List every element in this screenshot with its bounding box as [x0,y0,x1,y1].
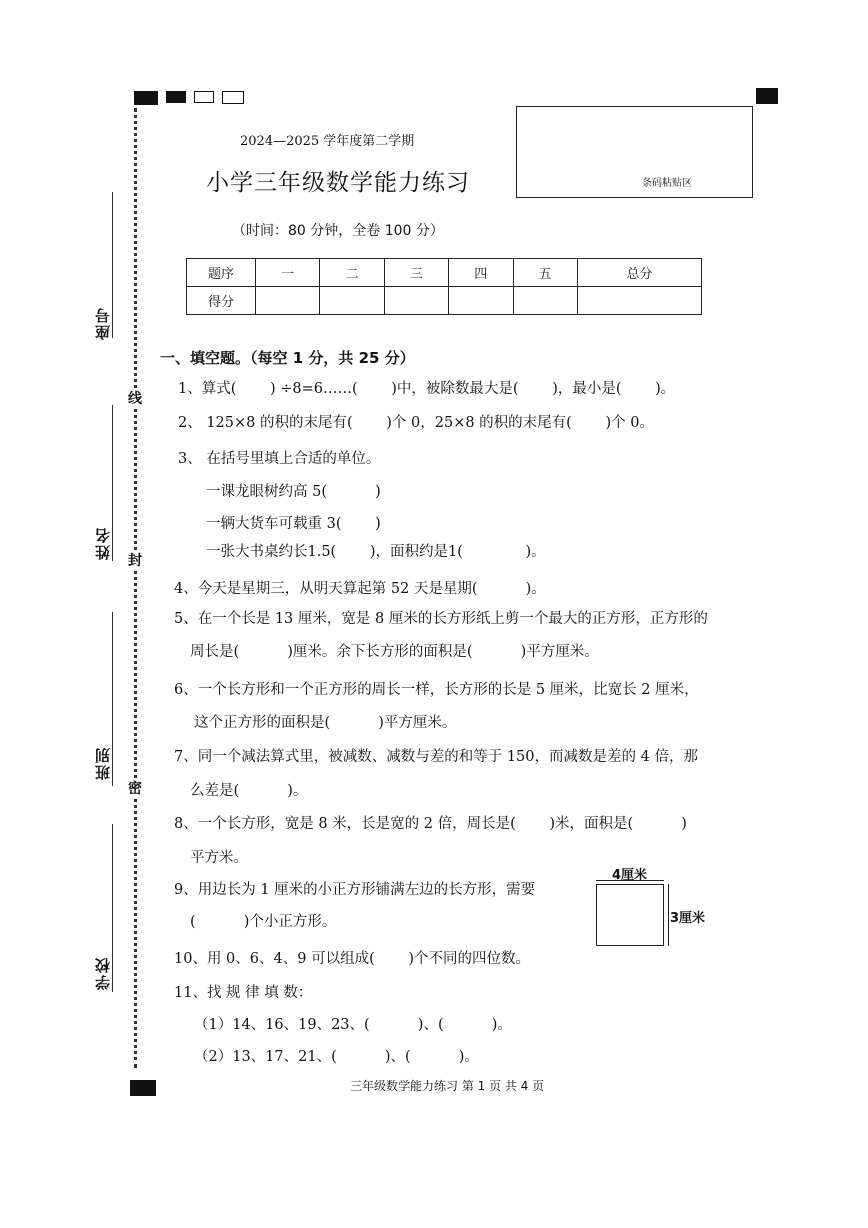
figure-height-label: 3厘米 [670,911,706,926]
field-label-class: 班别 [94,746,112,780]
question-line: 9、用边长为 1 厘米的小正方形铺满左边的长方形，需要 [174,882,536,898]
question-line: （2）13、17、21、( )、( )。 [194,1049,479,1065]
score-cell[interactable] [513,287,577,315]
figure-dimension-line [668,884,669,946]
score-header-cell: 总分 [577,259,701,287]
question-line: 一张大书桌约长1.5( )，面积约是1( )。 [206,544,546,560]
question-line: 7、同一个减法算式里，被减数、减数与差的和等于 150，而减数是差的 4 倍，那 [174,749,698,765]
score-table [186,258,702,315]
question-line: 一辆大货车可载重 3( ) [206,516,381,532]
question-line: 8、一个长方形，宽是 8 米，长是宽的 2 倍，周长是( )米，面积是( ) [174,816,687,832]
registration-mark [166,91,186,103]
section-heading: 一、填空题。（每空 1 分，共 25 分） [160,349,415,367]
question-line: 平方米。 [190,850,248,866]
question-line: 一课龙眼树约高 5( ) [206,484,381,500]
score-header-cell: 二 [320,259,384,287]
score-cell[interactable] [449,287,513,315]
score-header-cell: 一 [256,259,320,287]
question-line: 5、在一个长是 13 厘米，宽是 8 厘米的长方形纸上剪一个最大的正方形，正方形的 [174,611,708,627]
page-title: 小学三年级数学能力练习 [206,170,470,196]
question-line: 11、找 规 律 填 数： [174,985,313,1001]
score-header-cell: 五 [513,259,577,287]
score-header-cell: 三 [384,259,448,287]
question-line: 3、 在括号里填上合适的单位。 [178,451,381,467]
question-line: 1、算式( ) ÷8=6……( )中，被除数最大是( )，最小是( )。 [178,381,676,397]
question-line: （1）14、16、19、23、( )、( )。 [194,1017,512,1033]
figure-width-label: 4厘米 [612,868,648,883]
seal-char-secret: 密 [128,781,142,797]
score-cell[interactable] [384,287,448,315]
score-header-cell: 四 [449,259,513,287]
registration-mark [756,88,778,104]
registration-mark [194,91,214,103]
rectangle-figure [596,884,664,946]
score-cell[interactable] [577,287,701,315]
score-cell[interactable] [320,287,384,315]
seal-char-line: 线 [128,391,142,407]
registration-mark [222,91,244,104]
field-label-name: 姓名 [94,526,112,560]
page-footer: 三年级数学能力练习 第 1 页 共 4 页 [350,1079,545,1093]
registration-mark [130,1080,156,1096]
question-line: ( )个小正方形。 [190,914,337,930]
score-table-score-row [187,287,702,315]
question-line: 么差是( )。 [190,783,308,799]
score-table-header-row [187,259,702,287]
barcode-area [516,106,753,198]
figure-dimension-line [596,880,664,881]
field-label-seat: 座号 [94,306,112,340]
question-line: 这个正方形的面积是( )平方厘米。 [194,715,457,731]
binding-dotted-line [134,108,137,1068]
field-label-school: 学校 [94,956,112,990]
barcode-label: 条码粘贴区 [642,178,692,189]
question-line: 周长是( )厘米。余下长方形的面积是( )平方厘米。 [190,644,599,660]
question-line: 2、 125×8 的积的末尾有( )个 0，25×8 的积的末尾有( )个 0。 [178,415,654,431]
registration-mark [134,91,158,105]
exam-info: （时间：80 分钟，全卷 100 分） [232,223,444,239]
seal-char-seal: 封 [128,553,142,569]
school-year: 2024—2025 学年度第二学期 [240,134,415,149]
score-row-label: 得分 [187,287,256,315]
question-line: 4、今天是星期三，从明天算起第 52 天是星期( )。 [174,581,546,597]
question-line: 10、用 0、6、4、9 可以组成( )个不同的四位数。 [174,951,530,967]
score-cell[interactable] [256,287,320,315]
score-header-cell: 题序 [187,259,256,287]
question-line: 6、一个长方形和一个正方形的周长一样，长方形的长是 5 厘米，比宽长 2 厘米， [174,682,699,698]
